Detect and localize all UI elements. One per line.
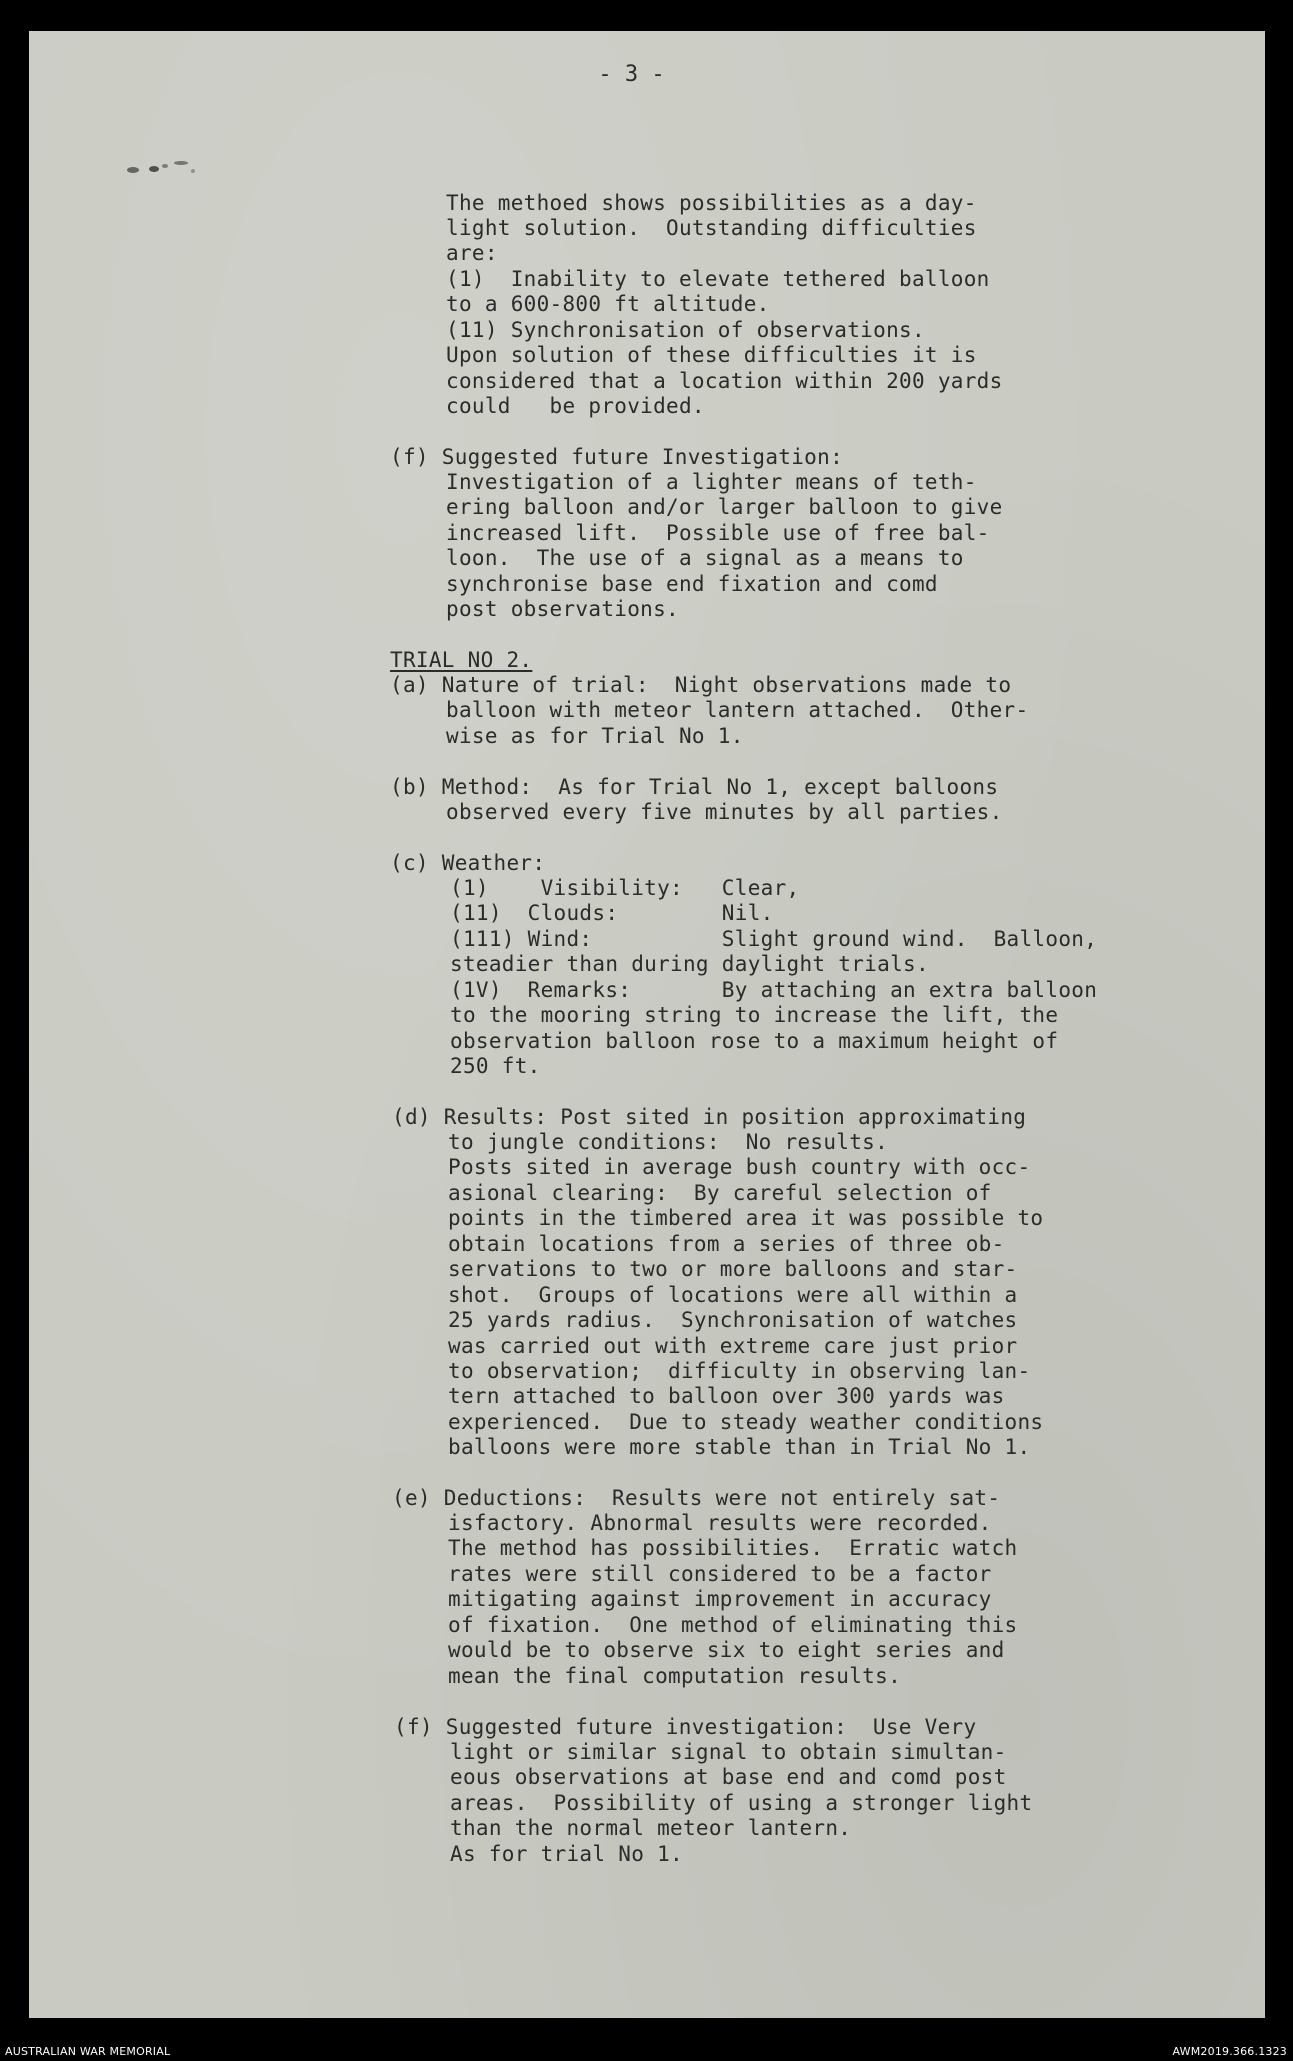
body-line: synchronise base end fixation and comd xyxy=(446,572,938,596)
body-line: balloon with meteor lantern attached. Other- xyxy=(446,698,1029,722)
footer-accession-number: AWM2019.366.1323 xyxy=(1172,2045,1287,2058)
body-line: tern attached to balloon over 300 yards was xyxy=(448,1384,1005,1408)
body-line: eous observations at base end and comd post xyxy=(450,1765,1007,1789)
page-number: - 3 - xyxy=(598,62,665,87)
trial-heading: TRIAL NO 2. xyxy=(390,648,533,672)
body-line: 25 yards radius. Synchronisation of watches xyxy=(448,1308,1018,1332)
body-line: wise as for Trial No 1. xyxy=(446,724,744,748)
body-line: obtain locations from a series of three ob- xyxy=(448,1232,1005,1256)
body-line: (1V) Remarks: By attaching an extra balloon xyxy=(450,978,1098,1002)
body-line: post observations. xyxy=(446,597,679,621)
body-line: The methoed shows possibilities as a day- xyxy=(446,191,977,215)
body-line: mitigating against improvement in accuracy xyxy=(448,1587,992,1611)
body-line: to a 600-800 ft altitude. xyxy=(446,292,770,316)
body-line: observed every five minutes by all parties. xyxy=(446,800,1003,824)
body-line: Posts sited in average bush country with occ- xyxy=(448,1155,1031,1179)
footer-archive-name: AUSTRALIAN WAR MEMORIAL xyxy=(5,2045,171,2058)
body-line: would be to observe six to eight series and xyxy=(448,1638,1005,1662)
body-line: could be provided. xyxy=(446,394,705,418)
body-line: As for trial No 1. xyxy=(450,1842,683,1866)
body-line: isfactory. Abnormal results were recorded. xyxy=(448,1511,992,1535)
body-line: light solution. Outstanding difficulties xyxy=(446,216,977,240)
section-heading: (e) Deductions: Results were not entirely sat- xyxy=(392,1486,1001,1510)
body-line: Investigation of a lighter means of teth- xyxy=(446,470,977,494)
body-line: to observation; difficulty in observing lan- xyxy=(448,1359,1031,1383)
body-line: areas. Possibility of using a stronger light xyxy=(450,1791,1033,1815)
ink-smudge xyxy=(121,157,213,179)
body-line: servations to two or more balloons and star- xyxy=(448,1257,1018,1281)
body-line: to jungle conditions: No results. xyxy=(448,1130,889,1154)
body-line: (11) Synchronisation of observations. xyxy=(446,318,925,342)
body-line: rates were still considered to be a factor xyxy=(448,1562,992,1586)
body-line: than the normal meteor lantern. xyxy=(450,1816,852,1840)
section-heading: (f) Suggested future investigation: Use Very xyxy=(394,1715,977,1739)
body-line: (1) Inability to elevate tethered balloon xyxy=(446,267,990,291)
body-line: light or similar signal to obtain simultan- xyxy=(450,1740,1007,1764)
body-line: (11) Clouds: Nil. xyxy=(450,901,774,925)
body-line: (1) Visibility: Clear, xyxy=(450,876,800,900)
body-line: balloons were more stable than in Trial No 1. xyxy=(448,1435,1031,1459)
body-line: asional clearing: By careful selection of xyxy=(448,1181,992,1205)
body-line: experienced. Due to steady weather conditions xyxy=(448,1410,1044,1434)
body-line: steadier than during daylight trials. xyxy=(450,952,929,976)
body-line: observation balloon rose to a maximum height of xyxy=(450,1029,1059,1053)
body-line: was carried out with extreme care just prior xyxy=(448,1334,1018,1358)
body-line: points in the timbered area it was possible to xyxy=(448,1206,1044,1230)
section-heading: (a) Nature of trial: Night observations made to xyxy=(390,673,1012,697)
body-line: of fixation. One method of eliminating this xyxy=(448,1613,1018,1637)
body-line: are: xyxy=(446,241,498,265)
body-line: loon. The use of a signal as a means to xyxy=(446,546,964,570)
section-heading: (b) Method: As for Trial No 1, except balloons xyxy=(390,775,999,799)
body-line: 250 ft. xyxy=(450,1054,541,1078)
body-line: The method has possibilities. Erratic watch xyxy=(448,1536,1018,1560)
body-line: considered that a location within 200 yards xyxy=(446,369,1003,393)
section-heading: (c) Weather: xyxy=(390,851,546,875)
body-line: to the mooring string to increase the lift, the xyxy=(450,1003,1059,1027)
body-line: shot. Groups of locations were all within a xyxy=(448,1283,1018,1307)
section-heading: (d) Results: Post sited in position approximating xyxy=(392,1105,1027,1129)
body-line: mean the final computation results. xyxy=(448,1664,902,1688)
body-line: ering balloon and/or larger balloon to give xyxy=(446,495,1003,519)
body-line: increased lift. Possible use of free bal- xyxy=(446,521,990,545)
body-line: Upon solution of these difficulties it is xyxy=(446,343,977,367)
body-line: (111) Wind: Slight ground wind. Balloon, xyxy=(450,927,1098,951)
section-heading: (f) Suggested future Investigation: xyxy=(390,445,844,469)
